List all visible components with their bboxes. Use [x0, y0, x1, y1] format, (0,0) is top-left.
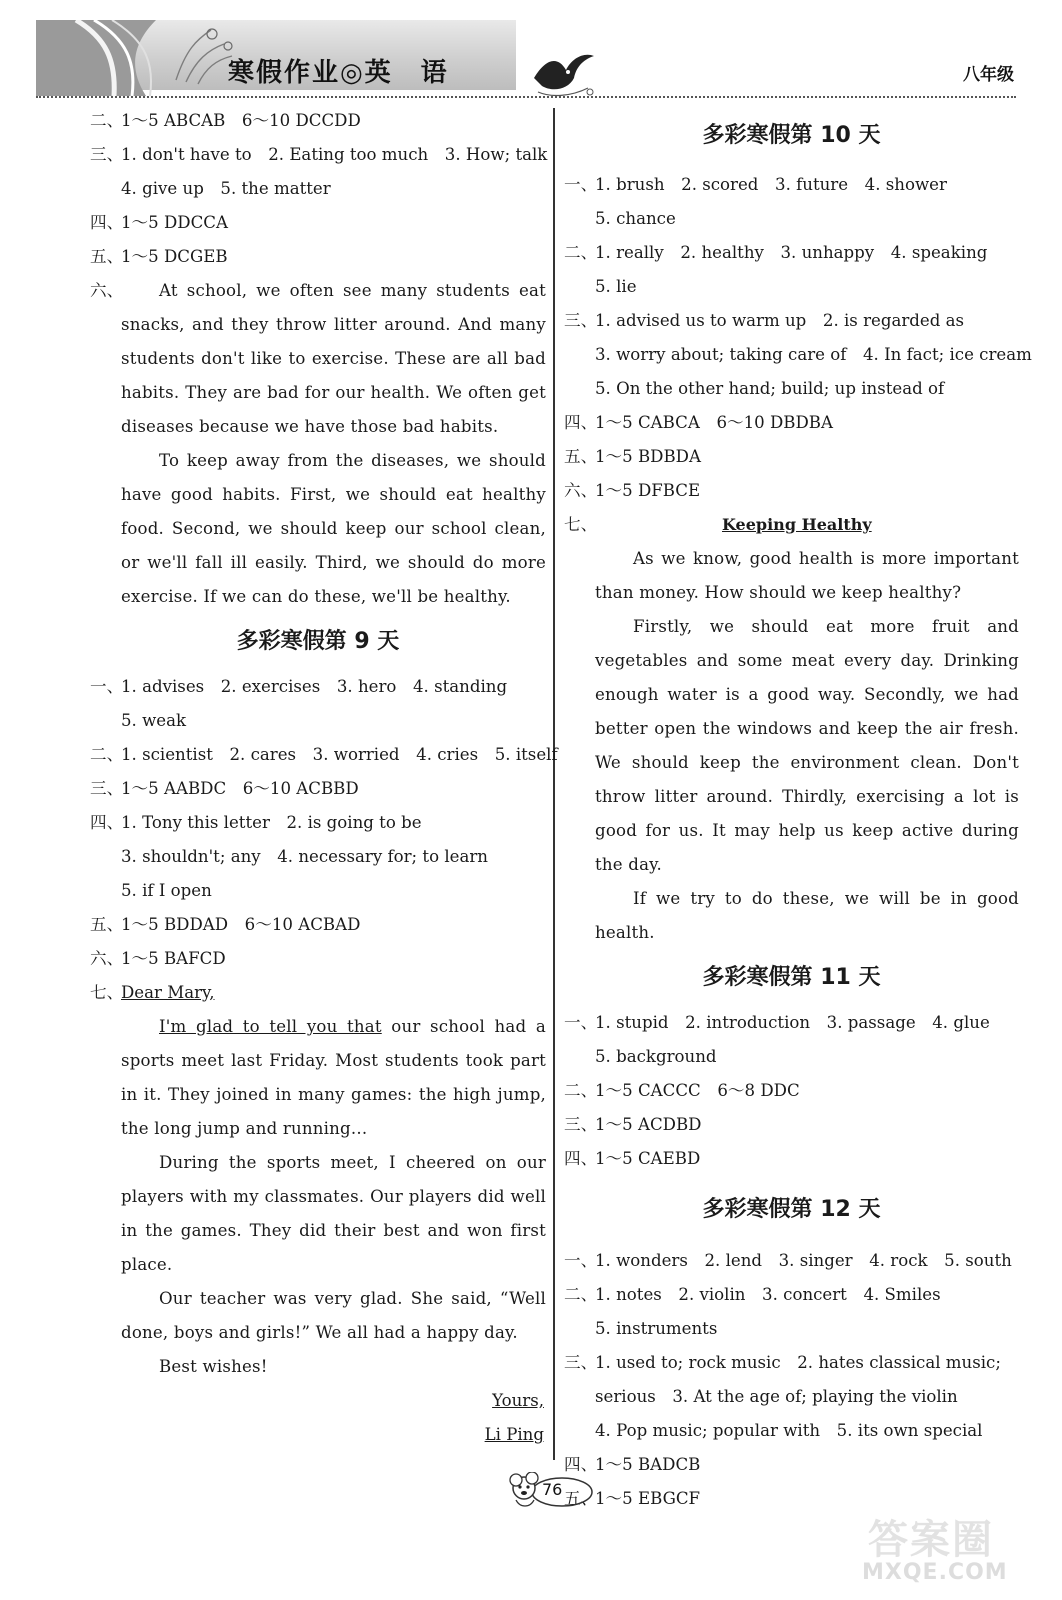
answer-text: 1. brush 2. scored 3. future 4. shower — [595, 175, 947, 194]
answer-line: 5. On the other hand; build; up instead of — [595, 379, 945, 398]
answer-line — [90, 206, 546, 240]
paragraph-text: During the sports meet, I cheered on our players with my classmates. Our players did well in the games. They did their best and won first place. — [121, 1153, 546, 1274]
essay-title: Keeping Healthy — [722, 515, 872, 534]
page-header — [36, 20, 1026, 102]
right-column — [564, 104, 1032, 1516]
section-marker: 三、 — [564, 311, 598, 330]
answer-text: 1. really 2. healthy 3. unhappy 4. speaking — [595, 243, 988, 262]
answer-line — [90, 104, 546, 138]
answer-line — [564, 1244, 1019, 1278]
watermark-logo: 答案圈 — [868, 1517, 994, 1563]
letter-paragraph — [90, 1146, 546, 1282]
answer-text: 1. don't have to 2. Eating too much 3. How; talk — [121, 145, 548, 164]
essay-paragraph — [564, 542, 1019, 610]
answer-line — [564, 168, 1019, 202]
answer-line — [90, 942, 546, 976]
section-marker: 四、 — [90, 813, 124, 832]
answer-text: 1. used to; rock music 2. hates classical music; — [595, 1353, 1001, 1372]
answer-line — [564, 1346, 1019, 1380]
answer-line — [564, 304, 1019, 338]
answer-text: 1～5 DFBCE — [595, 481, 701, 500]
answer-text: 1. stupid 2. introduction 3. passage 4. glue — [595, 1013, 990, 1032]
paragraph-text: Our teacher was very glad. She said, “Well done, boys and girls!” We all had a happy day. — [121, 1289, 546, 1342]
answer-line — [564, 1142, 1019, 1176]
section-marker: 六、 — [564, 481, 598, 500]
section-marker: 五、 — [564, 1489, 598, 1508]
answer-line: 3. shouldn't; any 4. necessary for; to learn — [121, 847, 488, 866]
answer-line — [564, 406, 1019, 440]
answer-line — [90, 240, 546, 274]
answer-line — [564, 236, 1019, 270]
letter-paragraph — [90, 1010, 546, 1146]
letter-salutation: Dear Mary, — [121, 983, 215, 1002]
answer-text: 1～5 DCGEB — [121, 247, 228, 266]
day-9-heading: 多彩寒假第 9 天 — [236, 629, 400, 654]
answer-line: 4. Pop music; popular with 5. its own special — [595, 1421, 983, 1440]
paragraph-text: At school, we often see many students eat snacks, and they throw litter around. And many students don't like to exercise. These are all bad habits. They are bad for our health. We often get diseases because we have those bad habits. — [121, 281, 546, 436]
answer-text: 1～5 ACDBD — [595, 1115, 702, 1134]
answer-text: 1～5 BADCB — [595, 1455, 701, 1474]
column-divider — [553, 108, 555, 1460]
section-marker: 二、 — [564, 1081, 598, 1100]
answer-line — [564, 1278, 1019, 1312]
paragraph-text: our school had a sports meet last Friday. Most students took part in it. They joined in many games: the high jump, the long jump and running... — [121, 1017, 546, 1138]
letter-signature — [90, 1418, 546, 1452]
section-marker: 一、 — [564, 1251, 598, 1270]
answer-text: 1～5 BDDAD 6～10 ACBAD — [121, 915, 361, 934]
answer-text: 1～5 ABCAB 6～10 DCCDD — [121, 111, 361, 130]
section-marker: 二、 — [90, 745, 124, 764]
signature-text: Li Ping — [484, 1425, 544, 1444]
answer-text: 1～5 DDCCA — [121, 213, 228, 232]
answer-line — [564, 1108, 1019, 1142]
section-marker: 一、 — [564, 175, 598, 194]
paragraph-text: As we know, good health is more important than money. How should we keep healthy? — [595, 549, 1019, 602]
section-marker: 三、 — [564, 1353, 598, 1372]
grade-label: 八年级 — [963, 65, 1014, 85]
day-11-heading: 多彩寒假第 11 天 — [702, 965, 881, 990]
answer-text: 1～5 BAFCD — [121, 949, 226, 968]
answer-text: 1～5 AABDC 6～10 ACBBD — [121, 779, 359, 798]
letter-closing — [90, 1350, 546, 1384]
sign-off-text: Yours, — [492, 1391, 544, 1410]
answer-line — [564, 474, 1019, 508]
book-title: 寒假作业◎英 语 — [228, 58, 449, 88]
header-dotted-rule — [36, 96, 1016, 98]
header-banner — [36, 20, 516, 90]
section-marker: 二、 — [564, 1285, 598, 1304]
left-column — [90, 104, 558, 1452]
answer-line — [564, 440, 1019, 474]
day-12-heading: 多彩寒假第 12 天 — [702, 1197, 881, 1222]
underlined-phrase: I'm glad to tell you that — [159, 1017, 382, 1036]
section-marker: 二、 — [564, 243, 598, 262]
composition-paragraph — [90, 444, 546, 614]
essay-paragraph — [564, 882, 1019, 950]
answer-line — [90, 806, 546, 840]
page-number: 76 — [542, 1480, 563, 1499]
section-marker: 二、 — [90, 111, 124, 130]
answer-line — [564, 1448, 1019, 1482]
section-marker: 三、 — [564, 1115, 598, 1134]
answer-line: 5. lie — [595, 277, 637, 296]
section-marker: 五、 — [564, 447, 598, 466]
paragraph-text: Best wishes! — [159, 1357, 268, 1376]
composition-paragraph — [90, 274, 546, 444]
section-marker: 四、 — [90, 213, 124, 232]
answer-line: 4. give up 5. the matter — [121, 179, 331, 198]
section-marker: 一、 — [90, 677, 124, 696]
answer-text: 1～5 CACCC 6～8 DDC — [595, 1081, 800, 1100]
answer-line: 5. weak — [121, 711, 187, 730]
essay-heading-row — [564, 508, 1019, 542]
watermark-url: MXQE.COM — [862, 1560, 1008, 1585]
answer-line — [90, 772, 546, 806]
section-marker: 六、 — [90, 281, 124, 300]
bird-icon — [528, 48, 598, 100]
answer-line — [90, 138, 546, 172]
paragraph-text: Firstly, we should eat more fruit and vegetables and some meat every day. Drinking enough water is a good way. Secondly, we had better open the windows and keep the air fresh. We should keep the environment clean. Don't throw litter around. Thirdly, exercising a lot is good for us. It may help us keep active during the day. — [595, 617, 1019, 874]
section-marker: 五、 — [90, 247, 124, 266]
answer-text: 1. Tony this letter 2. is going to be — [121, 813, 422, 832]
answer-text: 1. notes 2. violin 3. concert 4. Smiles — [595, 1285, 941, 1304]
answer-line — [564, 1006, 1019, 1040]
answer-line — [90, 738, 558, 772]
answer-text: 1～5 CABCA 6～10 DBDBA — [595, 413, 833, 432]
answer-line: 5. background — [595, 1047, 717, 1066]
answer-line: 5. instruments — [595, 1319, 718, 1338]
letter-sign-off — [90, 1384, 546, 1418]
section-marker: 四、 — [564, 1455, 598, 1474]
section-marker: 三、 — [90, 779, 124, 798]
answer-text: 1. scientist 2. cares 3. worried 4. cries 5. itself — [121, 745, 558, 764]
section-marker: 六、 — [90, 949, 124, 968]
answer-line: 3. worry about; taking care of 4. In fact; ice cream — [595, 345, 1032, 364]
section-marker: 四、 — [564, 1149, 598, 1168]
section-marker: 四、 — [564, 413, 598, 432]
section-marker: 五、 — [90, 915, 124, 934]
answer-line — [90, 976, 546, 1010]
section-marker: 七、 — [90, 983, 124, 1002]
answer-line — [90, 670, 546, 704]
letter-paragraph — [90, 1282, 546, 1350]
answer-line: 5. if I open — [121, 881, 212, 900]
answer-line: serious 3. At the age of; playing the violin — [595, 1387, 958, 1406]
paragraph-text: If we try to do these, we will be in good health. — [595, 889, 1019, 942]
section-marker: 三、 — [90, 145, 124, 164]
composition-block — [90, 274, 546, 614]
section-marker: 七、 — [564, 515, 598, 534]
answer-text: 1～5 CAEBD — [595, 1149, 701, 1168]
section-marker: 一、 — [564, 1013, 598, 1032]
answer-line: 5. chance — [595, 209, 676, 228]
answer-line — [90, 908, 546, 942]
answer-text: 1～5 EBGCF — [595, 1489, 701, 1508]
essay-paragraph — [564, 610, 1019, 882]
answer-text: 1. wonders 2. lend 3. singer 4. rock 5. south — [595, 1251, 1012, 1270]
answer-line — [564, 1074, 1019, 1108]
answer-text: 1. advises 2. exercises 3. hero 4. standing — [121, 677, 508, 696]
answer-text: 1～5 BDBDA — [595, 447, 701, 466]
day-10-heading: 多彩寒假第 10 天 — [702, 123, 881, 148]
answer-text: 1. advised us to warm up 2. is regarded as — [595, 311, 965, 330]
paragraph-text: To keep away from the diseases, we should have good habits. First, we should eat healthy food. Second, we should keep our school clean, or we'll fall ill easily. Third, we should do more exercise. If we can do these, we'll be healthy. — [121, 451, 546, 606]
